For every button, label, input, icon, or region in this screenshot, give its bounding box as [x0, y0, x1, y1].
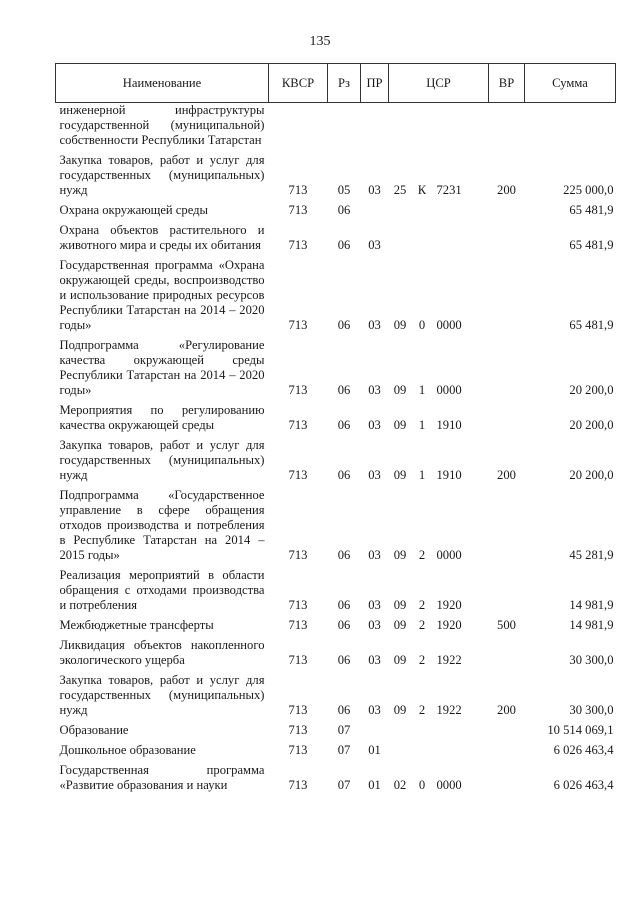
row-csr-subprogram [412, 721, 433, 741]
row-csr-code [433, 221, 489, 256]
row-csr-program: 09 [393, 598, 407, 612]
header-pr: ПР [361, 64, 389, 103]
row-csr-subprogram [412, 741, 433, 761]
row-rz: 06 [337, 548, 351, 562]
table-row [56, 761, 616, 796]
table-row [56, 401, 616, 436]
row-csr-program: 02 [393, 778, 407, 792]
row-sum: 30 300,0 [569, 653, 614, 667]
row-sum [525, 103, 616, 152]
row-csr-program [389, 103, 412, 152]
row-pr [361, 103, 389, 152]
row-sum: 10 514 069,1 [547, 723, 614, 737]
table-row [56, 566, 616, 616]
row-csr-program [389, 221, 412, 256]
row-kvsr: 713 [288, 318, 308, 332]
row-name: Закупка товаров, работ и услуг для государственных (муниципальных) нужд [59, 673, 265, 717]
row-csr-code: 0000 [436, 778, 462, 792]
row-rz: 07 [337, 778, 351, 792]
row-vr [489, 336, 525, 401]
row-sum: 45 281,9 [569, 548, 614, 562]
row-pr: 03 [368, 598, 381, 612]
row-rz: 07 [337, 723, 351, 737]
row-name: Государственная программа «Охрана окружающей среды, воспроизводство и использование природных ресурсов Республики Татарстан на 2014 – 2020 годы» [59, 258, 265, 332]
row-sum: 20 200,0 [569, 383, 614, 397]
row-csr-subprogram: 2 [418, 598, 426, 612]
table-row [56, 721, 616, 741]
row-name: Охрана окружающей среды [59, 203, 208, 217]
row-sum: 65 481,9 [569, 203, 614, 217]
row-kvsr: 713 [288, 383, 308, 397]
row-pr: 03 [368, 653, 381, 667]
row-name: Дошкольное образование [59, 743, 196, 757]
row-sum: 6 026 463,4 [553, 743, 614, 757]
row-vr [489, 103, 525, 152]
row-vr [489, 721, 525, 741]
row-csr-subprogram [412, 103, 433, 152]
row-csr-subprogram: 1 [418, 383, 426, 397]
table-header-row [56, 64, 616, 103]
row-pr: 03 [368, 383, 381, 397]
budget-table [55, 63, 616, 796]
row-vr: 200 [497, 468, 516, 482]
header-vr: ВР [489, 64, 525, 103]
row-csr-code: 1922 [436, 653, 462, 667]
row-rz: 06 [337, 238, 351, 252]
row-name: Реализация мероприятий в области обращения с отходами производства и потребления [59, 568, 265, 612]
row-name: Охрана объектов растительного и животного мира и среды их обитания [59, 223, 265, 252]
table-row [56, 221, 616, 256]
row-sum: 30 300,0 [569, 703, 614, 717]
row-vr: 200 [497, 703, 516, 717]
row-name: Подпрограмма «Государственное управление в сфере обращения отходов производства и потребления в Республике Татарстан на 2014 – 2015 годы» [59, 488, 265, 562]
row-csr-code: 1920 [436, 618, 462, 632]
row-csr-program: 09 [393, 653, 407, 667]
row-pr: 03 [368, 418, 381, 432]
row-rz: 06 [337, 598, 351, 612]
row-csr-subprogram: 0 [418, 778, 426, 792]
table-row [56, 636, 616, 671]
row-vr [489, 566, 525, 616]
row-rz: 06 [337, 618, 351, 632]
row-rz: 07 [337, 743, 351, 757]
header-csr: ЦСР [389, 64, 489, 103]
row-csr-program: 09 [393, 703, 407, 717]
row-vr: 200 [497, 183, 516, 197]
row-name: Образование [59, 723, 129, 737]
row-csr-code: 7231 [436, 183, 462, 197]
table-row [56, 256, 616, 336]
row-rz: 06 [337, 468, 351, 482]
row-csr-code: 1910 [436, 418, 462, 432]
row-name: Государственная программа «Развитие образования и науки [59, 763, 265, 792]
row-kvsr: 713 [288, 653, 308, 667]
table-row [56, 671, 616, 721]
row-csr-program: 09 [393, 318, 407, 332]
row-name: Ликвидация объектов накопленного экологического ущерба [59, 638, 265, 667]
row-sum: 65 481,9 [569, 318, 614, 332]
row-csr-program [389, 201, 412, 221]
row-rz: 06 [337, 418, 351, 432]
row-csr-code: 0000 [436, 383, 462, 397]
row-sum: 20 200,0 [569, 418, 614, 432]
row-sum: 14 981,9 [569, 598, 614, 612]
row-kvsr: 713 [288, 418, 308, 432]
row-pr: 03 [368, 618, 381, 632]
row-csr-subprogram: 0 [418, 318, 426, 332]
row-kvsr: 713 [288, 723, 308, 737]
row-vr [489, 761, 525, 796]
row-kvsr: 713 [288, 468, 308, 482]
row-rz: 05 [337, 183, 351, 197]
row-kvsr: 713 [288, 703, 308, 717]
row-rz: 06 [337, 653, 351, 667]
row-sum: 14 981,9 [569, 618, 614, 632]
row-csr-code [433, 721, 489, 741]
row-rz: 06 [337, 318, 351, 332]
table-row [56, 103, 616, 152]
row-rz [328, 103, 361, 152]
row-kvsr: 713 [288, 548, 308, 562]
row-vr [489, 256, 525, 336]
row-pr: 03 [368, 238, 381, 252]
header-kvsr: КВСР [269, 64, 328, 103]
row-pr: 03 [368, 548, 381, 562]
row-csr-program: 09 [393, 548, 407, 562]
row-rz: 06 [337, 703, 351, 717]
row-csr-program: 09 [393, 418, 407, 432]
header-sum: Сумма [525, 64, 616, 103]
row-vr [489, 201, 525, 221]
row-sum: 225 000,0 [563, 183, 614, 197]
row-kvsr [269, 103, 328, 152]
row-csr-program: 09 [393, 468, 407, 482]
row-kvsr: 713 [288, 238, 308, 252]
row-csr-code: 1910 [436, 468, 462, 482]
row-sum: 6 026 463,4 [553, 778, 614, 792]
table-row [56, 741, 616, 761]
row-csr-code [433, 741, 489, 761]
row-vr [489, 636, 525, 671]
page-number: 135 [309, 34, 331, 49]
row-csr-subprogram: 2 [418, 653, 426, 667]
row-kvsr: 713 [288, 743, 308, 757]
row-csr-program [389, 741, 412, 761]
row-pr: 01 [368, 778, 381, 792]
table-row [56, 486, 616, 566]
row-pr [361, 721, 389, 741]
row-csr-program: 25 [393, 183, 407, 197]
row-pr: 03 [368, 183, 381, 197]
row-vr [489, 221, 525, 256]
row-sum: 65 481,9 [569, 238, 614, 252]
row-csr-subprogram [412, 201, 433, 221]
row-pr: 03 [368, 703, 381, 717]
row-vr [489, 401, 525, 436]
row-name: Межбюджетные трансферты [59, 618, 214, 632]
row-csr-program [389, 721, 412, 741]
table-row [56, 201, 616, 221]
row-csr-code: 1920 [436, 598, 462, 612]
row-pr: 03 [368, 318, 381, 332]
row-rz: 06 [337, 203, 351, 217]
row-csr-subprogram: 2 [418, 703, 426, 717]
table-row [56, 616, 616, 636]
row-csr-code [433, 103, 489, 152]
row-csr-code: 1922 [436, 703, 462, 717]
row-csr-program: 09 [393, 383, 407, 397]
row-kvsr: 713 [288, 778, 308, 792]
row-rz: 06 [337, 383, 351, 397]
row-csr-code: 0000 [436, 548, 462, 562]
row-name: Закупка товаров, работ и услуг для государственных (муниципальных) нужд [59, 153, 265, 197]
row-vr [489, 741, 525, 761]
row-pr [361, 201, 389, 221]
row-csr-subprogram: 1 [418, 468, 426, 482]
row-csr-subprogram [412, 221, 433, 256]
table-row [56, 151, 616, 201]
row-name: Закупка товаров, работ и услуг для государственных (муниципальных) нужд [59, 438, 265, 482]
row-kvsr: 713 [288, 618, 308, 632]
row-kvsr: 713 [288, 598, 308, 612]
row-kvsr: 713 [288, 203, 308, 217]
table-row [56, 436, 616, 486]
row-name: Подпрограмма «Регулирование качества окружающей среды Республики Татарстан на 2014 – 2020 годы» [59, 338, 265, 397]
row-pr: 01 [368, 743, 381, 757]
row-name: инженерной инфраструктуры государственной (муниципальной) собственности Республики Татарстан [59, 103, 265, 147]
header-rz: Рз [328, 64, 361, 103]
table-row [56, 336, 616, 401]
row-sum: 20 200,0 [569, 468, 614, 482]
row-csr-subprogram: 2 [418, 548, 426, 562]
row-csr-subprogram: 2 [418, 618, 426, 632]
row-pr: 03 [368, 468, 381, 482]
header-name: Наименование [56, 64, 269, 103]
row-csr-program: 09 [393, 618, 407, 632]
row-csr-code: 0000 [436, 318, 462, 332]
row-csr-subprogram: 1 [418, 418, 426, 432]
row-csr-code [433, 201, 489, 221]
row-csr-subprogram: К [417, 183, 427, 197]
row-name: Мероприятия по регулированию качества окружающей среды [59, 403, 265, 432]
row-kvsr: 713 [288, 183, 308, 197]
row-vr: 500 [497, 618, 516, 632]
row-vr [489, 486, 525, 566]
